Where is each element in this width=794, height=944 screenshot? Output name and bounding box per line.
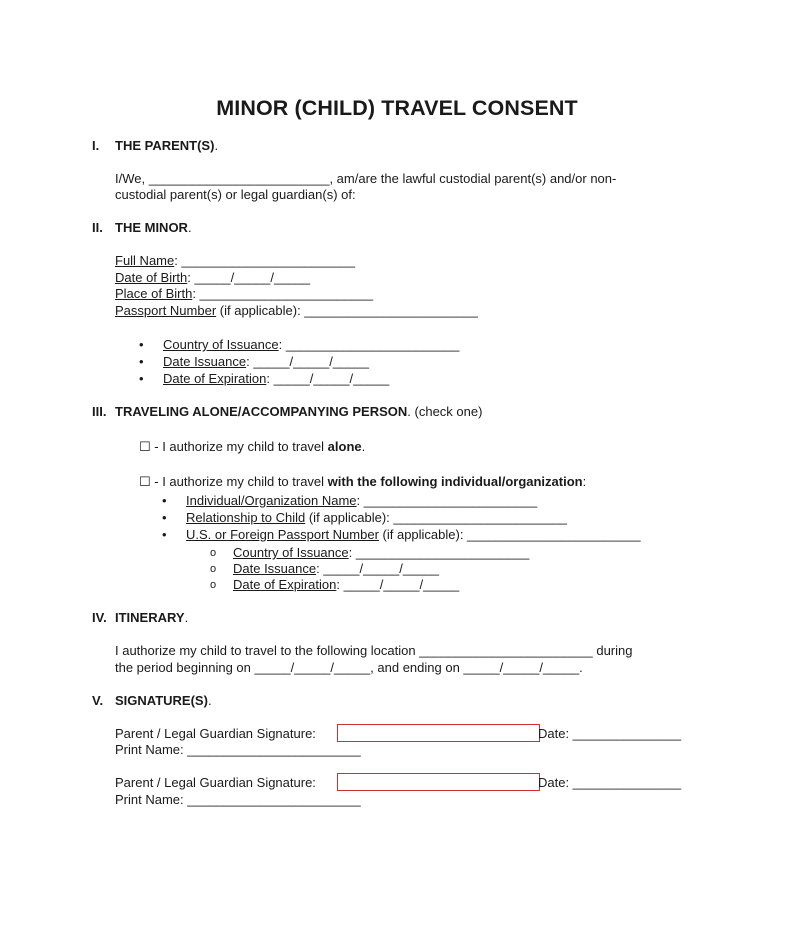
minor-date-issuance-field[interactable]: Date Issuance: _____/_____/_____: [163, 354, 370, 369]
minor-date-expiration-field[interactable]: Date of Expiration: _____/_____/_____: [163, 371, 390, 386]
bullet-icon: •: [139, 354, 144, 369]
bullet-icon: •: [162, 527, 167, 542]
minor-country-issuance-field[interactable]: Country of Issuance: ________________________: [163, 337, 460, 352]
bullet-icon: •: [139, 371, 144, 386]
section-1-number: I.: [92, 138, 100, 153]
bullet-icon: •: [162, 493, 167, 508]
companion-date-issuance-field[interactable]: Date Issuance: _____/_____/_____: [233, 561, 440, 576]
companion-name-field[interactable]: Individual/Organization Name: ________________________: [186, 493, 538, 508]
section-5-heading: SIGNATURE(S).: [115, 693, 212, 708]
bullet-icon: •: [139, 337, 144, 352]
date-field-1[interactable]: Date: _______________: [538, 726, 682, 741]
section-2-number: II.: [92, 220, 103, 235]
circle-bullet-icon: o: [210, 579, 217, 591]
document-title: MINOR (CHILD) TRAVEL CONSENT: [216, 96, 578, 120]
section-5-number: V.: [92, 693, 104, 708]
print-name-field-1[interactable]: Print Name: ________________________: [115, 742, 361, 757]
signature-field-1[interactable]: [337, 724, 540, 742]
itinerary-line-1[interactable]: I authorize my child to travel to the following location ________________________ during: [115, 643, 633, 658]
companion-country-issuance-field[interactable]: Country of Issuance: ________________________: [233, 545, 530, 560]
checkbox-icon[interactable]: ☐: [139, 474, 151, 489]
circle-bullet-icon: o: [210, 547, 217, 559]
section-3-heading: TRAVELING ALONE/ACCOMPANYING PERSON. (check one): [115, 404, 483, 419]
section-4-heading: ITINERARY.: [115, 610, 189, 625]
date-field-2[interactable]: Date: _______________: [538, 775, 682, 790]
signature-field-2[interactable]: [337, 773, 540, 791]
travel-alone-option[interactable]: ☐ - I authorize my child to travel alone.: [139, 439, 366, 454]
itinerary-line-2[interactable]: the period beginning on _____/_____/_____, and ending on _____/_____/_____.: [115, 660, 583, 675]
checkbox-icon[interactable]: ☐: [139, 439, 151, 454]
parent-line-1[interactable]: I/We, _________________________, am/are the lawful custodial parent(s) and/or non-: [115, 171, 617, 186]
companion-date-expiration-field[interactable]: Date of Expiration: _____/_____/_____: [233, 577, 460, 592]
signature-label-2: Parent / Legal Guardian Signature:: [115, 775, 316, 790]
companion-passport-field[interactable]: U.S. or Foreign Passport Number (if applicable): ________________________: [186, 527, 641, 542]
minor-pob-field[interactable]: Place of Birth: ________________________: [115, 286, 374, 301]
section-4-number: IV.: [92, 610, 107, 625]
companion-relationship-field[interactable]: Relationship to Child (if applicable): ________________________: [186, 510, 567, 525]
minor-passport-field[interactable]: Passport Number (if applicable): ________________________: [115, 303, 478, 318]
minor-dob-field[interactable]: Date of Birth: _____/_____/_____: [115, 270, 311, 285]
minor-full-name-field[interactable]: Full Name: ________________________: [115, 253, 355, 268]
travel-with-option[interactable]: ☐ - I authorize my child to travel with the following individual/organization:: [139, 474, 587, 489]
bullet-icon: •: [162, 510, 167, 525]
print-name-field-2[interactable]: Print Name: ________________________: [115, 792, 361, 807]
section-3-number: III.: [92, 404, 107, 419]
signature-label-1: Parent / Legal Guardian Signature:: [115, 726, 316, 741]
section-1-heading: THE PARENT(S).: [115, 138, 219, 153]
circle-bullet-icon: o: [210, 563, 217, 575]
section-2-heading: THE MINOR.: [115, 220, 192, 235]
parent-line-2: custodial parent(s) or legal guardian(s) of:: [115, 187, 356, 202]
